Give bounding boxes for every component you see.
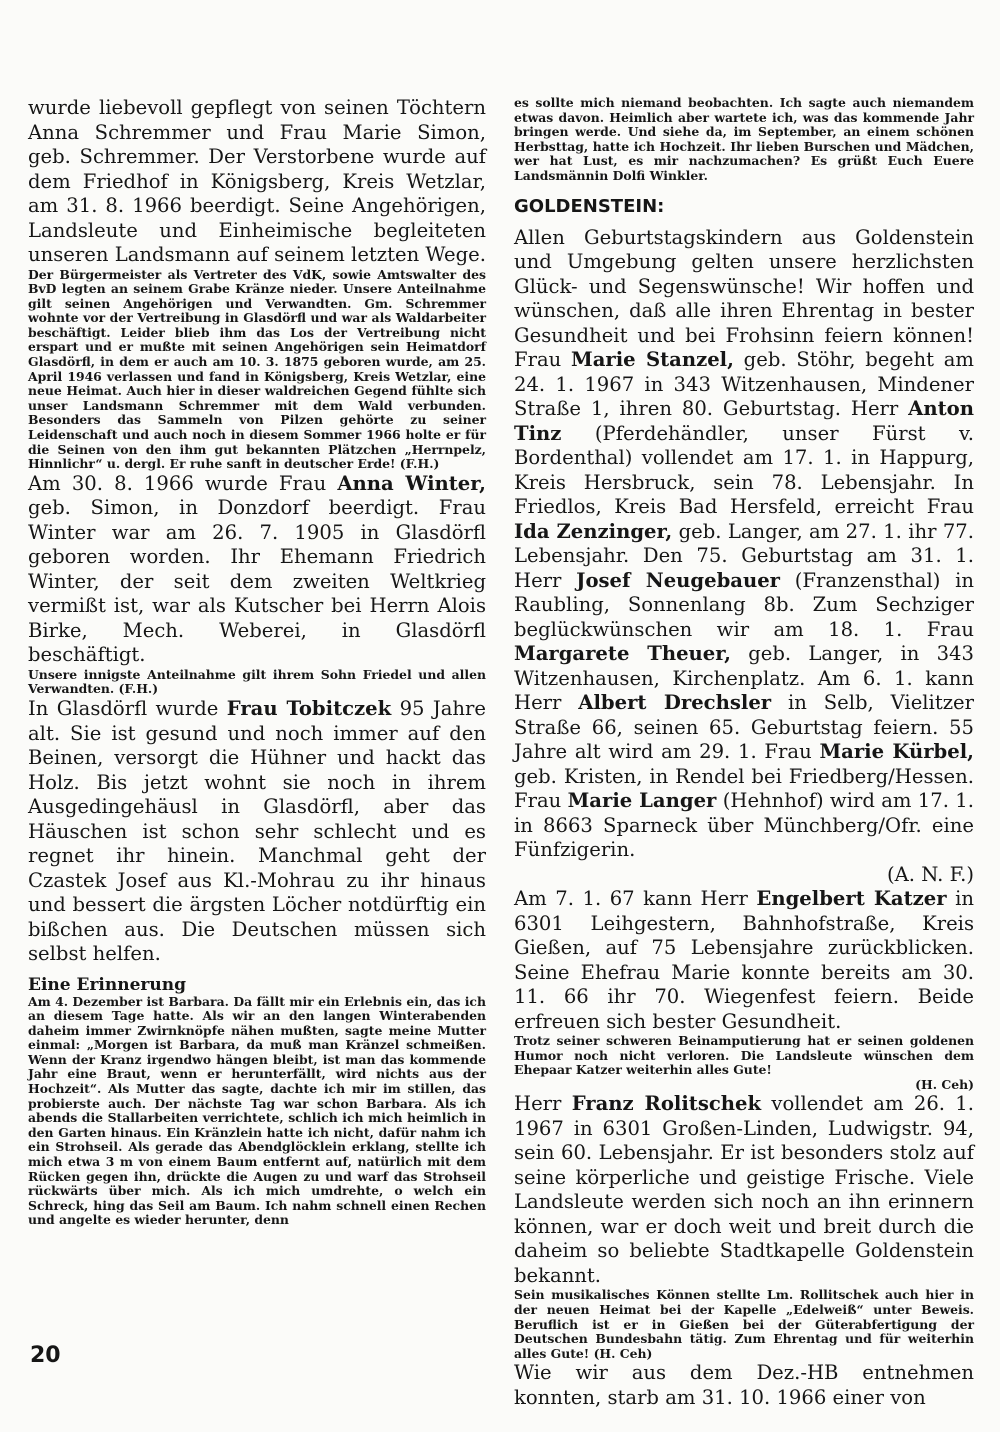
text-run: geb. Kristen, in Rendel bei Friedberg/Hessen. Frau <box>514 764 974 813</box>
article-paragraph <box>514 1092 974 1288</box>
person-name: Franz Rolitschek <box>571 1092 762 1116</box>
signature: (H. Ceh) <box>915 1076 974 1092</box>
person-name: Ida Zenzinger, <box>514 519 673 543</box>
article-paragraph-small: Am 4. Dezember ist Barbara. Da fällt mir ein Erlebnis ein, das ich an diesem Tage hatte. Als wir an den langen Winterabenden daheim immer Zwirnknöpfe nähen mußten, sagte meine Mutter einmal: „Morgen ist Barbara, da muß man Kränzel schmeißen. Wenn der Kranz irgendwo hängen bleibt, ist man das kommende Jahr eine Braut, wenn er herunterfällt, wird nichts aus der Hochzeit“. Als Mutter das sagte, dachte ich mir im stillen, das probierste auch. Der nächste Tag war schon Barbara. Als ich abends die Stallarbeiten verrichtete, schlich ich mich heimlich in den Garten hinaus. Ein Kränzlein hatte ich nicht, dafür nahm ich ein Strohseil. Als gerade das Abendglöcklein erklang, stellte ich mich etwa 3 m von einem Baum entfernt auf, natürlich mit dem Rücken gegen ihn, drückte die Augen zu und warf das Strohseil rückwärts über mich. Als ich mich umdrehte, o welch ein Schreck, hing das Seil am Baum. Ich nahm schnell einen Rechen und angelte es wieder herunter, denn <box>28 993 486 1228</box>
article-paragraph: Wie wir aus dem Dez.-HB entnehmen konnten, starb am 31. 10. 1966 einer von <box>514 1361 974 1409</box>
text-run: (Pferdehändler, unser Fürst v. Bordenthal) vollendet am 17. 1. in Happurg, Kreis Hersbruck, sein 78. Lebensjahr. In Friedlos, Kreis Bad Hersfeld, erreicht Frau <box>514 421 974 519</box>
article-paragraph: wurde liebevoll gepflegt von seinen Töchtern Anna Schremmer und Frau Marie Simon, geb. Schremmer. Der Verstorbene wurde auf dem Friedhof in Königsberg, Kreis Wetzlar, am 31. 8. 1966 beerdigt. Seine Angehörigen, Landsleute und Einheimische begleiteten unseren Landsmann auf seinem letzten Wege. <box>28 96 486 266</box>
article-paragraph <box>514 226 974 863</box>
text-run: in 6301 Leihgestern, Bahnhofstraße, Kreis Gießen, auf 75 Lebensjahre zurückblicken. Seine Ehefrau Marie konnte bereits am 30. 11. 66 ihr 70. Wiegenfest feiern. Beide erfreuen sich bester Gesundheit. <box>514 887 974 1033</box>
article-paragraph-small: Unsere innigste Anteilnahme gilt ihrem Sohn Friedel und allen Verwandten. (F.H.) <box>28 666 486 697</box>
text-run: geb. Simon, in Donzdorf beerdigt. Frau Winter war am 26. 7. 1905 in Glasdörfl geboren worden. Ihr Ehemann Friedrich Winter, der seit dem zweiten Weltkrieg vermißt ist, war als Kutscher bei Herrn Alois Birke, Mech. Weberei, in Glasdörfl beschäftigt. <box>28 496 486 667</box>
person-name: Albert Drechsler <box>578 691 772 715</box>
page-number: 20 <box>30 1343 61 1368</box>
text-run: geb. Langer, am 27. 1. ihr 77. Lebensjahr. Den 75. Geburtstag am 31. 1. Herr <box>514 519 974 592</box>
person-name: Frau Tobitczek <box>226 697 392 720</box>
text-run: (Hehnhof) wird am 17. 1. in 8663 Sparneck über Münchberg/Ofr. eine Fünfzigerin. <box>514 789 974 862</box>
article-paragraph-small: es sollte mich niemand beobachten. Ich sagte auch niemandem etwas davon. Heimlich aber wartete ich, was das kommende Jahr bringen werde. Und siehe da, im September, an einem schönen Herbsttag, hatte ich Hochzeit. Ihr lieben Burschen und Mädchen, wer hat Lust, es mir nachzumachen? Es grüßt Euch Euere Landsmännin Dolfi Winkler. <box>514 95 974 183</box>
article-subheading: Eine Erinnerung <box>28 974 186 995</box>
text-run: Herr <box>514 1092 572 1116</box>
signature: (A. N. F.) <box>886 862 974 886</box>
person-name: Marie Langer <box>567 789 717 813</box>
person-name: Marie Stanzel, <box>571 348 734 372</box>
text-run: In Glasdörfl wurde <box>28 697 227 720</box>
article-paragraph <box>28 472 486 668</box>
person-name: Margarete Theuer, <box>514 642 731 666</box>
article-paragraph-small: Trotz seiner schweren Beinamputierung hat er seinen goldenen Humor noch nicht verloren. Die Landsleute wünschen dem Ehepaar Katzer weiterhin alles Gute! <box>514 1033 974 1078</box>
article-paragraph <box>28 697 486 967</box>
text-run: 95 Jahre alt. Sie ist gesund und noch immer auf den Beinen, versorgt die Hühner und hackt das Holz. Bis jetzt wohnt sie noch in ihrem Ausgedingehäusl in Glasdörfl, aber das Häuschen ist schon sehr schlecht und es regnet ihr hinein. Manchmal geht der Czastek Josef aus Kl.-Mohrau zu ihr hinaus und bessert die ärgsten Löcher notdürftig ein bißchen aus. Die Deutschen müssen sich selbst helfen. <box>28 697 486 965</box>
text-run: (Franzensthal) in Raubling, Sonnenlang 8b. Zum Sechziger beglückwünschen wir am 18. 1. Frau <box>514 568 974 641</box>
text-run: in Selb, Vielitzer Straße 66, seinen 65. Geburtstag feiern. 55 Jahre alt wird am 29. 1. Frau <box>514 691 974 764</box>
person-name: Engelbert Katzer <box>756 887 947 911</box>
section-heading: GOLDENSTEIN: <box>514 195 665 217</box>
right-column <box>514 96 974 1410</box>
text-run: Am 7. 1. 67 kann Herr <box>514 887 757 911</box>
article-paragraph <box>514 887 974 1034</box>
person-name: Josef Neugebauer <box>576 568 781 592</box>
article-paragraph-small: Der Bürgermeister als Vertreter des VdK, sowie Amtswalter des BvD legten an seinem Grabe Kränze nieder. Unsere Anteilnahme gilt seinen Angehörigen und Verwandten. Gm. Schremmer wohnte vor der Vertreibung in Glasdörfl und war als Waldarbeiter beschäftigt. Leider blieb ihm das Los der Vertreibung nicht erspart und er mußte mit seinen Angehörigen sein Heimatdorf Glasdörfl, in dem er auch am 10. 3. 1875 geboren wurde, am 25. April 1946 verlassen und fand in Königsberg, Kreis Wetzlar, eine neue Heimat. Auch hier in dieser waldreichen Gegend fühlte sich unser Landsmann Schremmer mit dem Wald verbunden. Besonders das Sammeln von Pilzen gehörte zu seiner Leidenschaft und auch noch in diesem Sommer 1966 holte er für die Seinen von den ihm gut bekannten Plätzchen „Herrnpelz, Hinnlichr“ u. dergl. Er ruhe sanft in deutscher Erde! (F.H.) <box>28 266 486 472</box>
person-name: Anton Tinz <box>514 397 974 445</box>
text-run: Am 30. 8. 1966 wurde Frau <box>28 471 338 495</box>
person-name: Anna Winter, <box>337 471 486 495</box>
text-run: vollendet am 26. 1. 1967 in 6301 Großen-Linden, Ludwigstr. 94, sein 60. Lebensjahr. Er ist besonders stolz auf seine körperliche und geistige Frische. Viele Landsleute werden sich noch an ihn erinnern können, war er doch weit und breit durch die daheim so beliebte Stadtkapelle Goldenstein bekannt. <box>514 1092 975 1287</box>
text-run: geb. Langer, in 343 Witzenhausen, Kirchenplatz. Am 6. 1. kann Herr <box>514 642 974 715</box>
left-column <box>28 96 486 1228</box>
person-name: Marie Kürbel, <box>819 740 974 764</box>
text-run: Allen Geburtstagskindern aus Goldenstein und Umgebung gelten unsere herzlichsten Glück- und Segenswünsche! Wir hoffen und wünschen, daß alle ihren Ehrentag in bester Gesundheit und bei Frohsinn feiern können! Frau <box>514 225 974 372</box>
article-paragraph-small: Sein musikalisches Können stellte Lm. Rollitschek auch hier in der neuen Heimat bei der Kapelle „Edelweiß“ unter Beweis. Beruflich ist er in Gießen bei der Güterabfertigung der Deutschen Bundesbahn tätig. Zum Ehrentag und für weiterhin alles Gute! (H. Ceh) <box>514 1287 974 1361</box>
text-run: geb. Stöhr, begeht am 24. 1. 1967 in 343 Witzenhausen, Mindener Straße 1, ihren 80. Geburtstag. Herr <box>514 348 974 421</box>
